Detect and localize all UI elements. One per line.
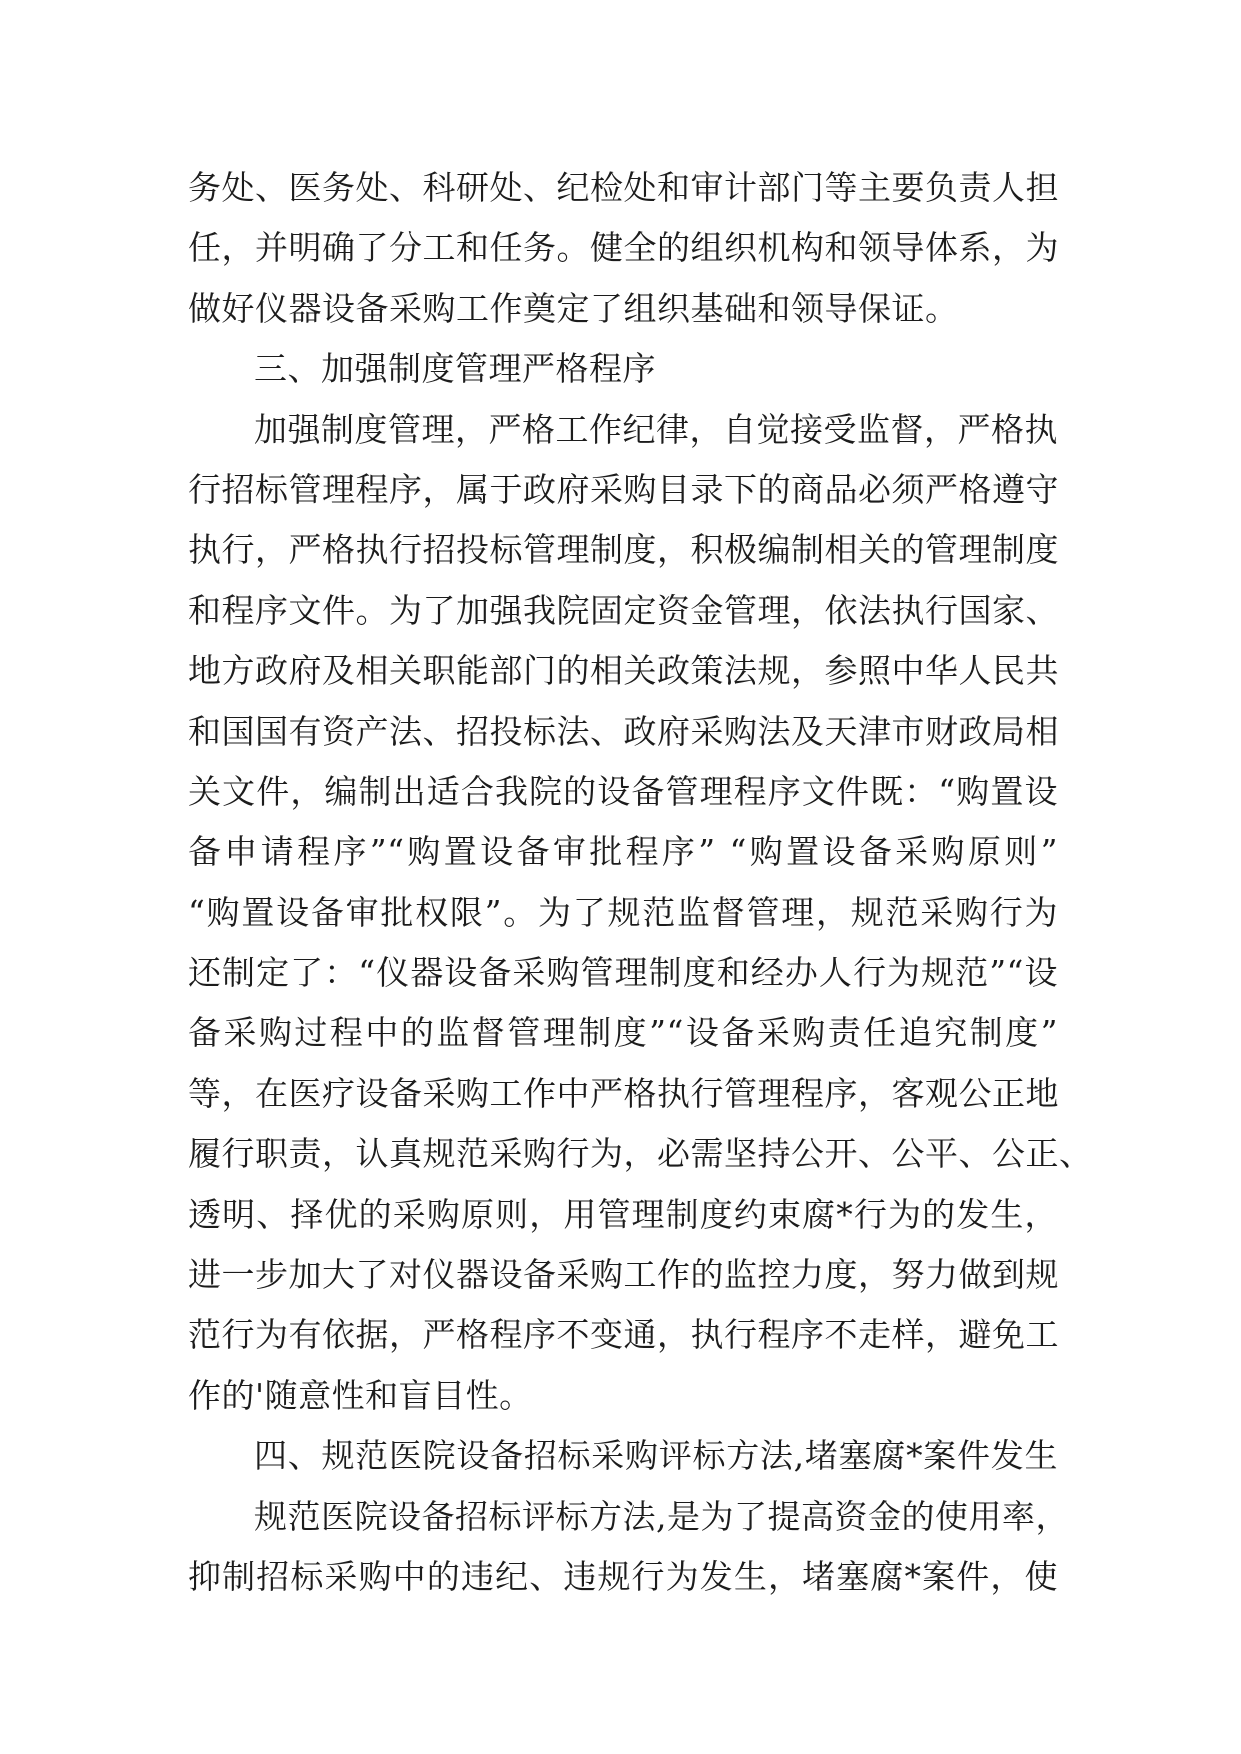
- text-line: 等，在医疗设备采购工作中严格执行管理程序，客观公正地: [188, 1073, 1059, 1113]
- text-line: 做好仪器设备采购工作奠定了组织基础和领导保证。: [188, 288, 959, 328]
- text-line: 进一步加大了对仪器设备采购工作的监控力度，努力做到规: [188, 1255, 1059, 1295]
- text-line: 和国国有资产法、招投标法、政府采购法及天津市财政局相: [188, 711, 1059, 751]
- text-line: 还制定了：“仪器设备采购管理制度和经办人行为规范”“设: [188, 953, 1058, 993]
- text-line: 关文件，编制出适合我院的设备管理程序文件既：“购置设: [188, 771, 1058, 811]
- text-line: 加强制度管理，严格工作纪律，自觉接受监督，严格执: [254, 409, 1058, 449]
- section-heading: 四、规范医院设备招标采购评标方法,堵塞腐*案件发生: [254, 1436, 1058, 1476]
- text-line: 务处、医务处、科研处、纪检处和审计部门等主要负责人担: [188, 168, 1059, 207]
- text-line: 备申请程序”“购置设备审批程序” “购置设备采购原则”: [188, 832, 1058, 872]
- text-line: 和程序文件。为了加强我院固定资金管理，依法执行国家、: [188, 590, 1059, 630]
- text-line: 地方政府及相关职能部门的相关政策法规，参照中华人民共: [188, 651, 1059, 691]
- section-heading: 三、加强制度管理严格程序: [254, 349, 656, 389]
- text-line: 行招标管理程序，属于政府采购目录下的商品必须严格遵守: [188, 469, 1059, 509]
- text-line: 透明、择优的采购原则，用管理制度约束腐*行为的发生，: [188, 1194, 1058, 1234]
- text-line: 作的'随意性和盲目性。: [188, 1375, 533, 1415]
- text-line: 履行职责，认真规范采购行为，必需坚持公开、公平、公正、: [188, 1134, 1093, 1174]
- text-line: 抑制招标采购中的违纪、违规行为发生，堵塞腐*案件，使: [188, 1556, 1058, 1596]
- document-body: [188, 158, 1093, 1607]
- text-line: 任，并明确了分工和任务。健全的组织机构和领导体系，为: [188, 228, 1059, 268]
- text-line: 范行为有依据，严格程序不变通，执行程序不走样，避免工: [188, 1315, 1059, 1355]
- text-line: 备采购过程中的监督管理制度”“设备采购责任追究制度”: [188, 1013, 1058, 1053]
- text-line: 规范医院设备招标评标方法,是为了提高资金的使用率，: [254, 1496, 1069, 1536]
- text-line: “购置设备审批权限”。为了规范监督管理，规范采购行为: [188, 892, 1058, 932]
- text-line: 执行，严格执行招投标管理制度，积极编制相关的管理制度: [188, 530, 1059, 570]
